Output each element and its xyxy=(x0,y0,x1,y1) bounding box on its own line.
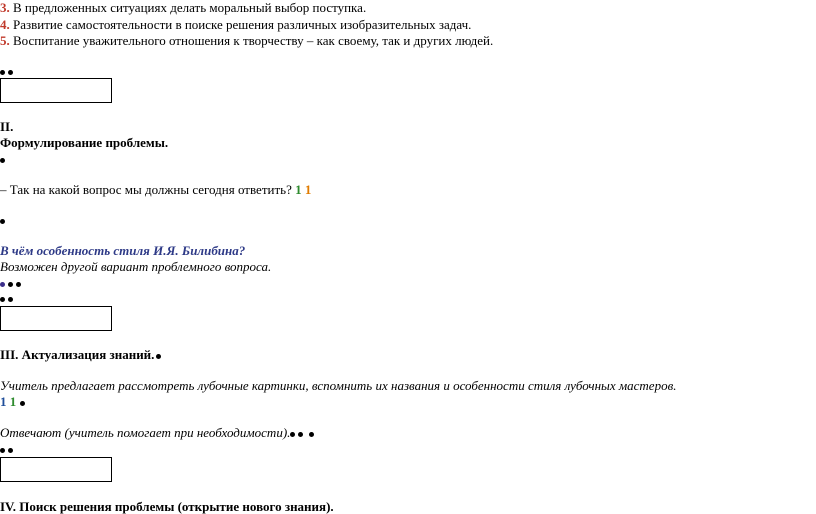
goal-number: 4. xyxy=(0,17,10,32)
section-2-title: Формулирование проблемы. xyxy=(0,135,169,150)
bullet-icon xyxy=(0,448,5,453)
goal-item-5 xyxy=(0,33,493,48)
bullet-icon xyxy=(290,432,295,437)
bullet-icon xyxy=(8,282,13,287)
bullet-icon xyxy=(16,282,21,287)
bullet-dots xyxy=(0,212,8,227)
section-4-title: IV. Поиск решения проблемы (открытие нового знания). xyxy=(0,499,334,514)
empty-frame xyxy=(0,457,112,482)
bullet-icon xyxy=(0,158,5,163)
section-2-roman: II. xyxy=(0,119,14,134)
bullet-icon xyxy=(309,432,314,437)
bullet-icon xyxy=(20,401,25,406)
bullet-dots xyxy=(0,63,16,78)
bullet-dots xyxy=(0,290,16,305)
bullet-icon xyxy=(0,219,5,224)
empty-frame xyxy=(0,306,112,331)
goal-text: В предложенных ситуациях делать моральный выбор поступка. xyxy=(9,0,367,15)
bullet-icon xyxy=(0,282,5,287)
bullet-icon xyxy=(156,354,161,359)
problem-question: В чём особенность стиля И.Я. Билибина? xyxy=(0,243,246,258)
alt-note: Возможен другой вариант проблемного вопроса. xyxy=(0,259,272,274)
bullet-icon xyxy=(0,70,5,75)
bullet-icon xyxy=(298,432,303,437)
marker-orange: 1 xyxy=(304,182,312,197)
teacher-question: – Так на какой вопрос мы должны сегодня ответить? xyxy=(0,182,292,197)
goal-item-4 xyxy=(0,17,471,32)
goal-text: Развитие самостоятельности в поиске решения различных изобразительных задач. xyxy=(9,17,472,32)
bullet-icon xyxy=(8,70,13,75)
bullet-dots xyxy=(0,441,16,456)
teacher-instruction: Учитель предлагает рассмотреть лубочные картинки, вспомнить их названия и особенности стиля лубочных мастеров. xyxy=(0,378,677,393)
bullet-icon xyxy=(0,297,5,302)
goal-number: 5. xyxy=(0,33,10,48)
goal-text: Воспитание уважительного отношения к творчеству – как своему, так и других людей. xyxy=(9,33,494,48)
question-line xyxy=(0,182,311,197)
bullet-dots xyxy=(0,275,24,290)
marker-green: 1 xyxy=(9,394,17,409)
empty-frame xyxy=(0,78,112,103)
goal-number: 3. xyxy=(0,0,10,15)
marker-blue: 1 xyxy=(0,394,7,409)
students-answer: Отвечают (учитель помогает при необходимости). xyxy=(0,425,291,440)
bullet-icon xyxy=(8,297,13,302)
bullet-dots xyxy=(0,151,8,166)
answer-line xyxy=(0,425,317,440)
goal-item-3 xyxy=(0,0,366,15)
bullet-icon xyxy=(8,448,13,453)
section-3-title-line xyxy=(0,347,164,362)
section-3-title: III. Актуализация знаний. xyxy=(0,347,155,362)
marker-line xyxy=(0,394,28,409)
marker-green: 1 xyxy=(295,182,302,197)
